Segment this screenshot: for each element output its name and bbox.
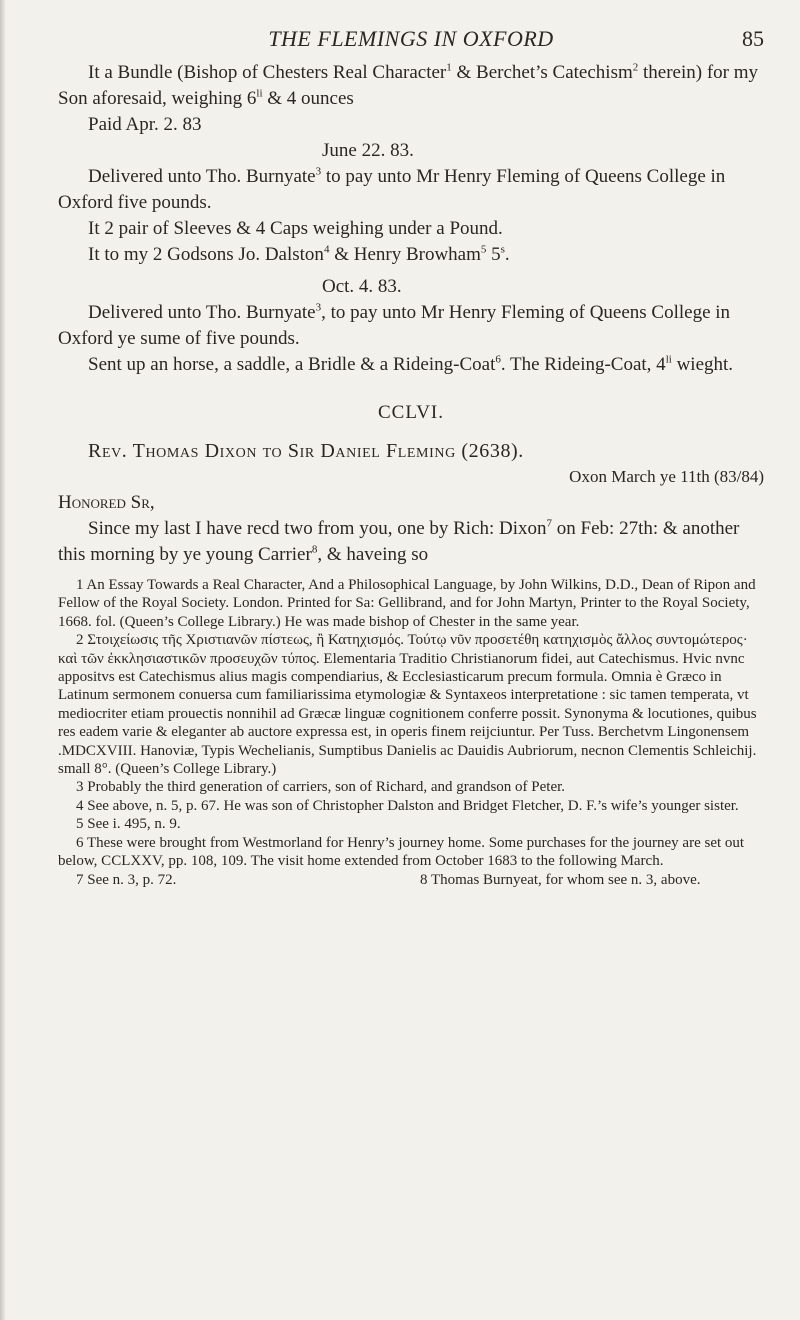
text: therein) for my Son aforesaid, weighing 6	[58, 62, 759, 109]
text: It a Bundle (Bishop of Chesters Real Character	[88, 62, 447, 83]
text: & Berchet’s Catechism	[451, 62, 633, 83]
text: & 4 ounces	[262, 88, 354, 109]
footnote-7: 7 See n. 3, p. 72.	[76, 871, 177, 888]
page-edge-shadow	[0, 0, 6, 1320]
text: Since my last I have recd two from you, one by Rich: Dixon	[88, 518, 547, 539]
text: Delivered unto Tho. Burnyate	[88, 302, 316, 323]
letter-dateline: Oxon March ye 11th (83/84)	[569, 467, 764, 486]
text: Delivered unto Tho. Burnyate	[88, 166, 316, 187]
footnote-3: 3 Probably the third generation of carriers, son of Richard, and grandson of Peter.	[76, 779, 566, 796]
footnote-4: 4 See above, n. 5, p. 67. He was son of Christopher Dalston and Bridget Fletcher, D. F.’s wife’s younger sister.	[76, 797, 739, 814]
letter-body	[58, 516, 764, 568]
text: to pay unto Mr Henry Fleming of Queens College in Oxford five pounds.	[58, 166, 726, 213]
entry-delivered-october	[58, 300, 764, 352]
footnote-ref: 2	[632, 61, 639, 74]
entry-godsons	[58, 242, 764, 268]
running-title: THE FLEMINGS IN OXFORD	[268, 26, 554, 51]
text: wieght.	[671, 354, 734, 375]
footnote-2: 2 Στοιχείωσις τῆς Χριστιανῶν πίστεως, ἢ Κατηχισμός. Τούτῳ νῦν προσετέθη κατηχισμὸς ἄλλος συντομώτερος· καὶ τῶν ἐκκλησιαστικῶν προσευχῶν τύπος. Elementaria Traditio Christianorum fidei, aut Catechismus. Hvic nvnc appositvs est Catechismus alius magis compendiarius, & Ecclesiasticarum precum formula. Omnia è Græco in Latinum sermonem conuersa cum familiarissima etymologiæ & Syntaxeos interpretatione : sic tamen temperata, vt mediocriter etiam prouectis nonnihil ad Græcæ linguæ cognitionem conferre possit. Synonyma & locutiones, quibus res eadem varie & eleganter ab auctore expressa est, in operis finem reijciuntur. Per Tuss. Berchetvm Lingonensem .MDCXVIII. Hanoviæ, Typis Wechelianis, Sumptibus Danielis ac Dauidis Aubriorum, necnon Clementis Schleichij. small 8°. (Queen’s College Library.)	[58, 632, 757, 778]
footnote-1: 1 An Essay Towards a Real Character, And a Philosophical Language, by John Wilkins, D.D., Dean of Ripon and Fellow of the Royal Society. London. Printed for Sa: Gellibrand, and for John Martyn, Printer to the Royal Society, 1668. fol. (Queen’s College Library.) He was made bishop of Chester in the same year.	[58, 577, 756, 630]
entry-horse	[58, 352, 764, 378]
footnote-ref: 6	[495, 353, 501, 366]
text: . The Rideing-Coat, 4	[500, 354, 666, 375]
footnote-ref: 8	[311, 543, 318, 556]
text: on Feb: 27th: & another this morning by ye young Carrier	[58, 518, 740, 565]
footnote-ref: 7	[546, 517, 553, 530]
entry-delivered-june	[58, 164, 764, 216]
superscript: li	[665, 353, 672, 366]
entry-bundle	[58, 60, 764, 112]
superscript: s	[500, 243, 505, 256]
page-header	[58, 22, 764, 56]
date-june: June 22. 83.	[322, 140, 414, 161]
paid-line: Paid Apr. 2. 83	[88, 114, 202, 135]
date-october: Oct. 4. 83.	[322, 276, 402, 297]
letter-salutation: Honored Sr,	[58, 492, 155, 513]
footnote-ref: 4	[323, 243, 330, 256]
footnotes	[58, 576, 764, 889]
footnote-ref: 3	[315, 301, 322, 314]
entry-sleeves: It 2 pair of Sleeves & 4 Caps weighing under a Pound.	[88, 218, 503, 239]
text: , to pay unto Mr Henry Fleming of Queens College in Oxford ye sume of five pounds.	[58, 302, 731, 349]
book-page	[58, 22, 764, 889]
text: & Henry Browham	[329, 244, 481, 265]
footnote-ref: 5	[480, 243, 487, 256]
footnote-6: 6 These were brought from Westmorland for Henry’s journey home. Some purchases for the journey are set out below, CCLXXV, pp. 108, 109. The visit home extended from October 1683 to the following March.	[58, 834, 745, 870]
main-text	[58, 60, 764, 568]
letter-heading: Rev. Thomas Dixon to Sir Daniel Fleming (2638).	[88, 440, 524, 462]
footnote-ref: 1	[446, 61, 452, 74]
text: It to my 2 Godsons Jo. Dalston	[88, 244, 324, 265]
footnote-8: 8 Thomas Burnyeat, for whom see n. 3, above.	[420, 871, 701, 888]
text: Sent up an horse, a saddle, a Bridle & a Rideing-Coat	[88, 354, 496, 375]
superscript: li	[256, 87, 263, 100]
text: 5	[486, 244, 501, 265]
footnote-row	[58, 871, 764, 889]
footnote-5: 5 See i. 495, n. 9.	[76, 816, 181, 833]
text: , & haveing so	[317, 544, 429, 565]
section-number: CCLVI.	[377, 402, 444, 423]
page-number: 85	[742, 26, 764, 51]
text: .	[504, 244, 510, 265]
footnote-ref: 3	[315, 165, 322, 178]
